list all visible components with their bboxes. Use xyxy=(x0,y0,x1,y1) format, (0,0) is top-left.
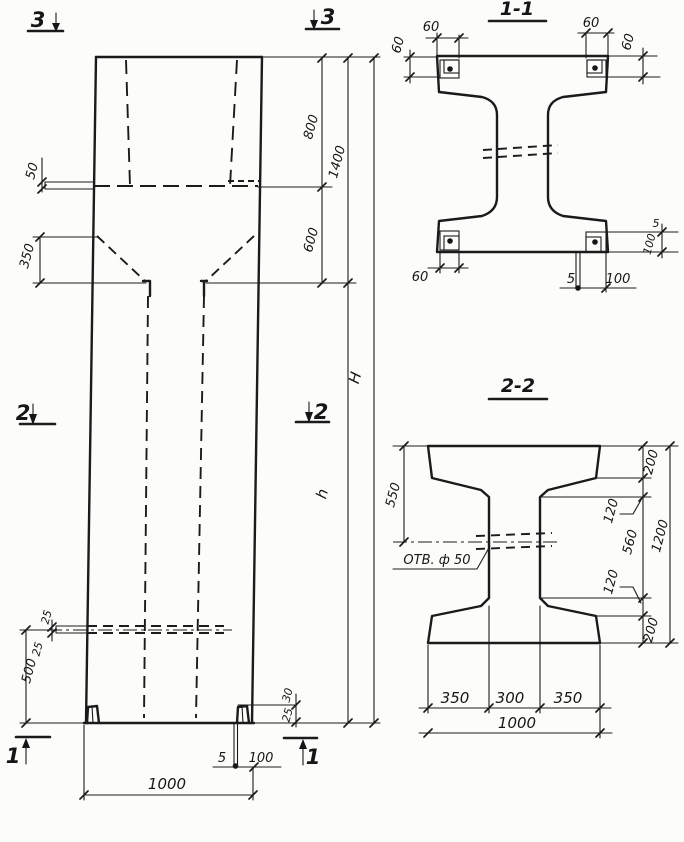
dim-taper-350: 350 xyxy=(17,242,39,271)
section-mark-label: 2 xyxy=(15,401,31,425)
leader-120-top xyxy=(620,500,641,514)
elevation-view xyxy=(6,5,380,800)
hole-label: ОТВ. ф 50 xyxy=(403,553,471,568)
base-strap xyxy=(234,723,238,765)
elevation-section-marks xyxy=(6,5,339,769)
dim-5-right: 5 xyxy=(652,217,660,230)
dim-5-bottom: 5 xyxy=(566,272,576,287)
web-hole-hidden-lines xyxy=(483,145,558,158)
dim-200-bottom: 200 xyxy=(641,616,663,645)
section-2-2-title: 2-2 xyxy=(500,375,536,397)
dim-foot-25: 25 xyxy=(279,706,296,724)
section-mark-1-right xyxy=(284,738,320,769)
dimension-ticks xyxy=(22,54,378,799)
dim-60-top-left-h: 60 xyxy=(389,35,409,56)
section-2-2 xyxy=(383,375,678,738)
dim-550: 550 xyxy=(383,481,405,510)
dim-120-bottom: 120 xyxy=(601,568,623,597)
section-1-1 xyxy=(389,0,678,292)
elevation-dimensions xyxy=(17,54,380,800)
leader-120-bottom xyxy=(620,587,641,603)
section-mark-label: 1 xyxy=(5,744,21,768)
dim-560: 560 xyxy=(620,528,642,557)
section-mark-3-left xyxy=(28,8,63,32)
section-mark-label: 3 xyxy=(320,5,336,29)
dim-60-top-right-w: 60 xyxy=(582,16,600,31)
dim-120-top: 120 xyxy=(601,497,623,526)
dim-60-top-left-w: 60 xyxy=(422,20,440,35)
section-mark-label: 2 xyxy=(313,400,329,424)
section-mark-1-left xyxy=(6,737,50,768)
dim-100-right: 100 xyxy=(640,232,659,256)
arrow-up-icon xyxy=(22,738,30,748)
elevation-outline xyxy=(45,57,296,769)
dim-300: 300 xyxy=(495,689,525,707)
side-plate xyxy=(45,182,94,189)
embedded-plates xyxy=(440,60,606,252)
dim-foot-30: 30 xyxy=(279,686,296,704)
section-1-1-outline xyxy=(437,56,608,252)
dim-100-bottom: 100 xyxy=(605,272,631,287)
dim-foot-plate-5: 5 xyxy=(217,751,227,766)
dim-plate-50: 50 xyxy=(23,161,43,182)
dim-base-500: 500 xyxy=(19,657,41,686)
dim-60-bottom-left: 60 xyxy=(411,270,429,285)
section-mark-2-left xyxy=(16,401,55,425)
section-2-2-dimensions xyxy=(383,442,678,738)
dim-taper-600: 600 xyxy=(301,226,323,255)
section-1-1-title: 1-1 xyxy=(499,0,535,20)
section-mark-3-right xyxy=(306,5,339,30)
elevation-hidden-lines xyxy=(48,60,260,718)
dim-total-H: H xyxy=(345,369,366,386)
dim-width-1000: 1000 xyxy=(147,775,187,793)
dim-cap-1400: 1400 xyxy=(326,144,350,181)
section-mark-2-right xyxy=(296,400,329,424)
dim-1200: 1200 xyxy=(649,518,673,555)
dim-slot-25-upper: 25 xyxy=(38,608,55,626)
section-mark-label: 1 xyxy=(305,745,321,769)
dim-350-right: 350 xyxy=(553,689,583,707)
dim-350-left: 350 xyxy=(440,689,470,707)
dim-foot-100: 100 xyxy=(248,751,274,766)
section-2-2-outline xyxy=(428,446,600,643)
dim-slot-25-lower: 25 xyxy=(29,640,46,658)
dim-60-top-right-h: 60 xyxy=(619,32,639,53)
dim-200-top: 200 xyxy=(641,448,663,477)
dim-1000-base: 1000 xyxy=(497,714,537,732)
dim-shaft-h: h xyxy=(312,486,333,501)
section-mark-label: 3 xyxy=(30,8,46,32)
dim-top-800: 800 xyxy=(301,113,323,142)
